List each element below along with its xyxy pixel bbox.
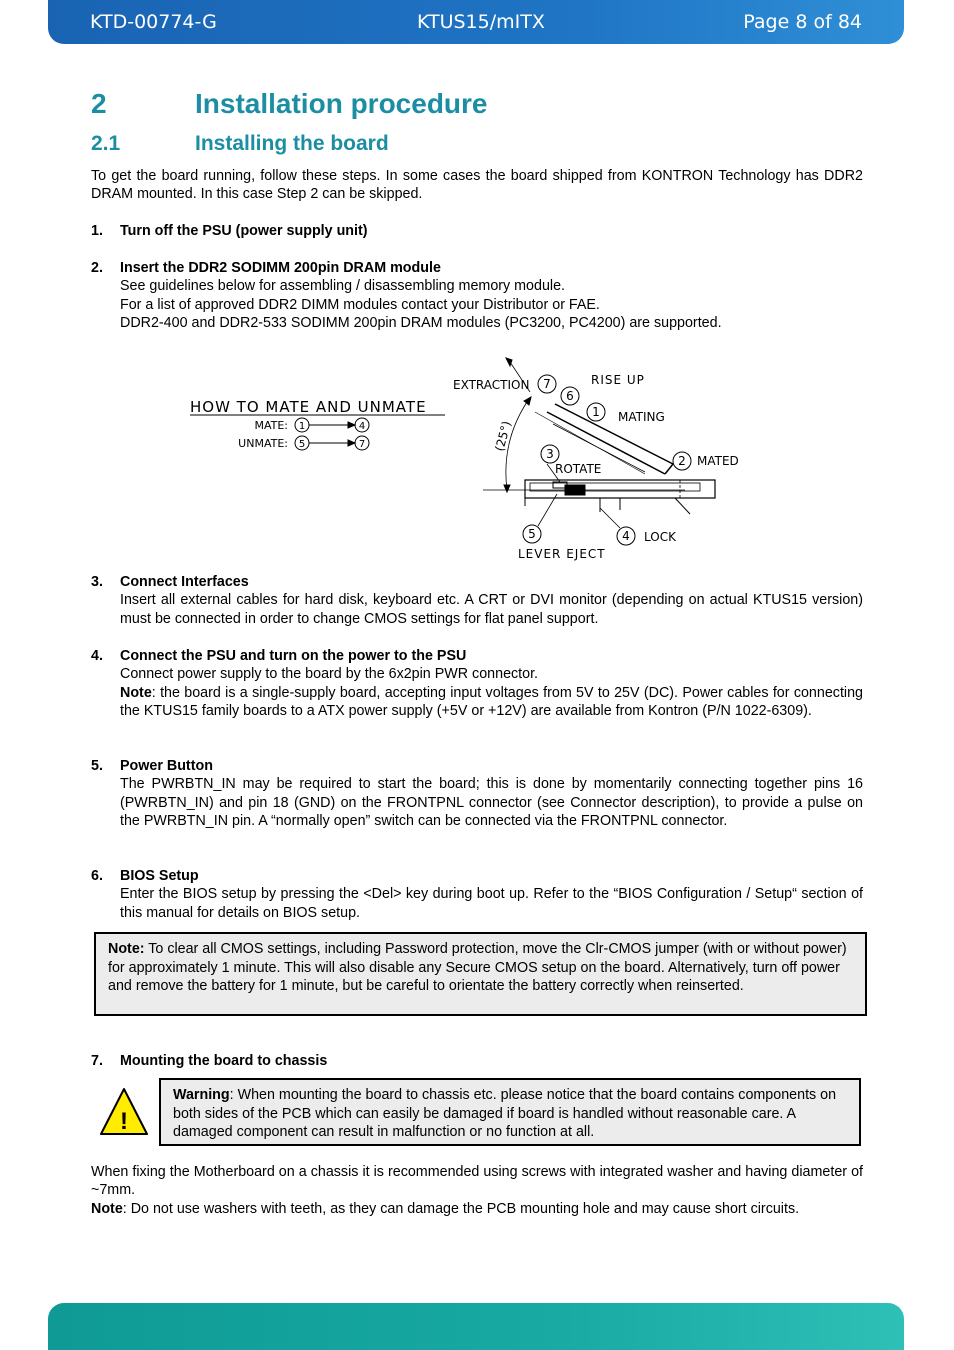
warning-icon [99, 1087, 149, 1137]
angle-label: (25°) [492, 419, 514, 453]
step-body [120, 665, 863, 720]
mated-label: MATED [697, 454, 739, 468]
note-text: : the board is a single-supply board, accepting input voltages from 5V to 25V (DC). Power cables for connecting the KTUS15 family boards to a ATX power supply (+5V or +12V) are available from Kontron (P/N 1022-6309). [120, 684, 863, 719]
step-body: Enter the BIOS setup by pressing the <Del> key during boot up. Refer to the “BIOS Configuration / Setup“ section of this manual for details on BIOS setup. [120, 886, 863, 921]
unmate-from: 5 [298, 439, 306, 450]
step-title: Power Button [120, 758, 213, 774]
step-title: Connect Interfaces [120, 574, 249, 590]
mate-label: MATE: [254, 419, 288, 432]
warning-glyph: ! [120, 1108, 128, 1135]
page-footer [48, 1303, 904, 1350]
section-number: 2 [91, 88, 107, 119]
step-body: The PWRBTN_IN may be required to start the board; this is done by momentarily connecting together pins 16 (PWRBTN_IN) and pin 18 (GND) on the FRONTPNL connector (see Connector description), to provide a pulse on the PWRBTN_IN pin. A “normally open” switch can be connected via the FRONTPNL connector. [120, 776, 863, 829]
step-number: 7. [91, 1053, 103, 1069]
product-name: KTUS15/mITX [417, 11, 545, 33]
extraction-label: EXTRACTION [453, 378, 530, 392]
mating-label: MATING [618, 410, 665, 424]
step-number: 3. [91, 574, 103, 590]
unmate-to: 7 [358, 439, 366, 450]
step-note [120, 684, 863, 721]
step-title: Connect the PSU and turn on the power to the PSU [120, 648, 467, 664]
mate-from: 1 [298, 421, 306, 432]
mate-to: 4 [358, 421, 366, 432]
intro-paragraph: To get the board running, follow these steps. In some cases the board shipped from KONTRON Technology has DDR2 DRAM mounted. In this case Step 2 can be skipped. [91, 168, 863, 203]
note-label: Note [91, 1200, 123, 1217]
page-number: Page 8 of 84 [743, 11, 862, 33]
step-1-marker: 1 [592, 405, 600, 419]
subsection-number: 2.1 [91, 132, 121, 155]
subsection-title: Installing the board [195, 132, 389, 155]
warning-box [159, 1078, 861, 1146]
step-line: See guidelines below for assembling / disassembling memory module. [120, 278, 566, 295]
step-line: Connect power supply to the board by the 6x2pin PWR connector. [120, 666, 539, 683]
step-title: Turn off the PSU (power supply unit) [120, 223, 368, 239]
step-number: 1. [91, 223, 103, 239]
step-title: Insert the DDR2 SODIMM 200pin DRAM module [120, 260, 441, 276]
step-number: 4. [91, 648, 103, 664]
step-line: For a list of approved DDR2 DIMM modules contact your Distributor or FAE. [120, 296, 600, 313]
step-5-marker: 5 [528, 527, 536, 541]
lock-label: LOCK [644, 530, 676, 544]
section-title: Installation procedure [195, 88, 488, 119]
step-6-marker: 6 [566, 389, 574, 403]
step-number: 6. [91, 868, 103, 884]
rotate-label: ROTATE [555, 462, 602, 476]
note-text: : Do not use washers with teeth, as they can damage the PCB mounting hole and may cause short circuits. [122, 1200, 800, 1217]
cmos-note-box [94, 932, 867, 1016]
step-3-marker: 3 [546, 447, 554, 461]
note-label: Note [120, 684, 152, 701]
note-label: Note: [108, 941, 145, 957]
step-number: 5. [91, 758, 103, 774]
diagram-title: HOW TO MATE AND UNMATE [190, 398, 427, 416]
closing-paragraph [91, 1163, 863, 1218]
doc-id: KTD-00774-G [90, 11, 217, 33]
step-2-marker: 2 [678, 454, 686, 468]
page-header [48, 0, 904, 44]
dimm-mating-diagram [175, 352, 755, 567]
step-4-marker: 4 [622, 529, 630, 543]
step-7-marker: 7 [543, 377, 551, 391]
closing-text: When fixing the Motherboard on a chassis it is recommended using screws with integrated washer and having diameter of ~7mm. [91, 1164, 863, 1199]
step-body: Insert all external cables for hard disk, keyboard etc. A CRT or DVI monitor (depending on actual KTUS15 version) must be connected in order to change CMOS settings for flat panel support. [120, 592, 863, 627]
lever-eject-label: LEVER EJECT [518, 547, 606, 561]
warning-text: : When mounting the board to chassis etc. please notice that the board contains components on both sides of the PCB which can easily be damaged if board is handled without reasonable care. A damaged component can result in malfunction or no function at all. [173, 1087, 837, 1140]
step-title: Mounting the board to chassis [120, 1053, 328, 1069]
rise-up-label: RISE UP [591, 373, 645, 387]
step-title: BIOS Setup [120, 868, 199, 884]
step-line: DDR2-400 and DDR2-533 SODIMM 200pin DRAM modules (PC3200, PC4200) are supported. [120, 314, 722, 331]
unmate-label: UNMATE: [238, 437, 288, 450]
step-number: 2. [91, 260, 103, 276]
closing-note [91, 1200, 863, 1218]
note-text: To clear all CMOS settings, including Password protection, move the Clr-CMOS jumper (with or without power) for approximately 1 minute. This will also disable any Secure CMOS setup on the board. Alternatively, turn off power and remove the battery for 1 minute, but be careful to orientate the battery correctly when reinserted. [108, 941, 847, 994]
step-body [120, 277, 863, 332]
warning-label: Warning [173, 1087, 230, 1103]
